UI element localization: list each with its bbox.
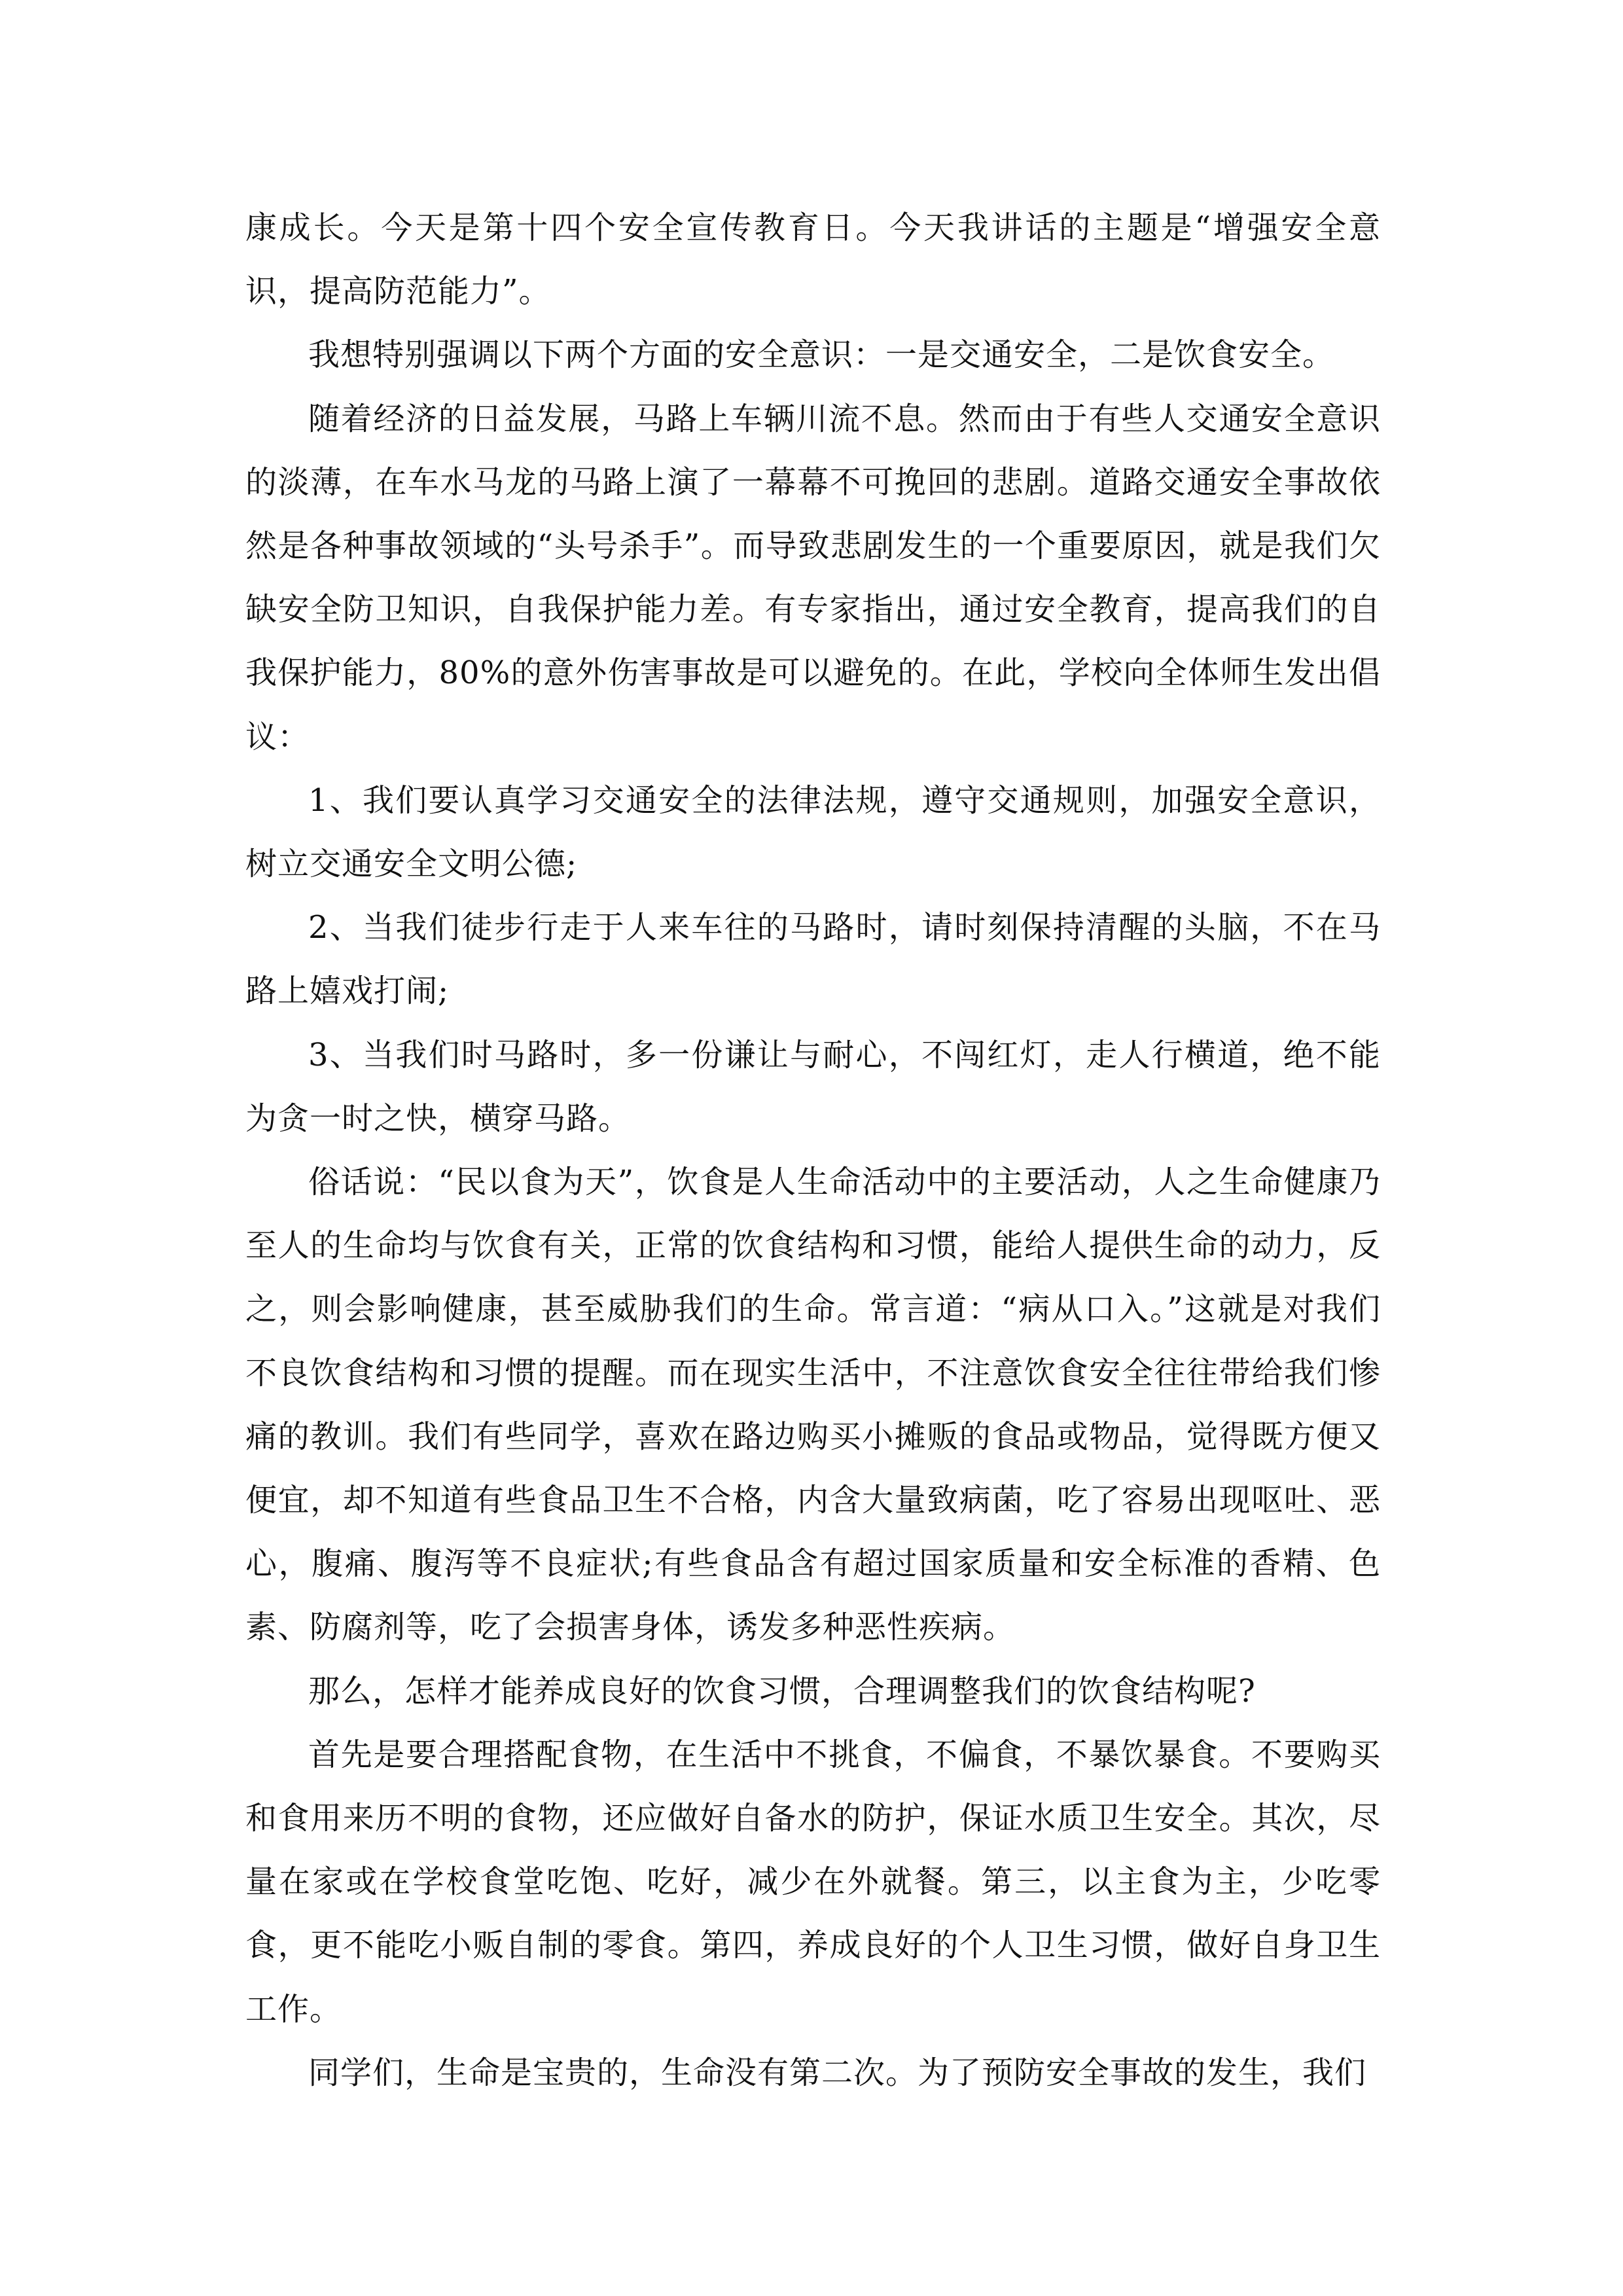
paragraph-9: 首先是要合理搭配食物，在生活中不挑食，不偏食，不暴饮暴食。不要购买和食用来历不明的食物，还应做好自备水的防护，保证水质卫生安全。其次，尽量在家或在学校食堂吃饱、吃好，减少在外就餐。第三，以主食为主，少吃零食，更不能吃小贩自制的零食。第四，养成良好的个人卫生习惯，做好自身卫生工作。 [245, 1736, 1381, 2028]
paragraph-6: 3、当我们时马路时，多一份谦让与耐心，不闯红灯，走人行横道，绝不能为贪一时之快，横穿马路。 [245, 1036, 1381, 1137]
paragraph-5: 2、当我们徒步行走于人来车往的马路时，请时刻保持清醒的头脑，不在马路上嬉戏打闹; [245, 909, 1381, 1010]
paragraph-4: 1、我们要认真学习交通安全的法律法规，遵守交通规则，加强安全意识，树立交通安全文明公德; [245, 781, 1381, 883]
paragraph-10: 同学们，生命是宝贵的，生命没有第二次。为了预防安全事故的发生，我们 [308, 2054, 1367, 2091]
paragraph-8: 那么，怎样才能养成良好的饮食习惯，合理调整我们的饮食结构呢? [308, 1672, 1256, 1710]
paragraph-2: 我想特别强调以下两个方面的安全意识：一是交通安全，二是饮食安全。 [308, 336, 1335, 374]
paragraph-3: 随着经济的日益发展，马路上车辆川流不息。然而由于有些人交通安全意识的淡薄，在车水马龙的马路上演了一幕幕不可挽回的悲剧。道路交通安全事故依然是各种事故领域的“头号杀手”。而导致悲剧发生的一个重要原因，就是我们欠缺安全防卫知识，自我保护能力差。有专家指出，通过安全教育，提高我们的自我保护能力，80%的意外伤害事故是可以避免的。在此，学校向全体师生发出倡议： [245, 400, 1381, 755]
paragraph-7: 俗话说：“民以食为天”，饮食是人生命活动中的主要活动，人之生命健康乃至人的生命均与饮食有关，正常的饮食结构和习惯，能给人提供生命的动力，反之，则会影响健康，甚至威胁我们的生命。常言道：“病从口入。”这就是对我们不良饮食结构和习惯的提醒。而在现实生活中，不注意饮食安全往往带给我们惨痛的教训。我们有些同学，喜欢在路边购买小摊贩的食品或物品，觉得既方便又便宜，却不知道有些食品卫生不合格，内含大量致病菌，吃了容易出现呕吐、恶心，腹痛、腹泻等不良症状;有些食品含有超过国家质量和安全标准的香精、色素、防腐剂等，吃了会损害身体，诱发多种恶性疾病。 [245, 1164, 1381, 1646]
document-body [245, 196, 1381, 2105]
paragraph-1: 康成长。今天是第十四个安全宣传教育日。今天我讲话的主题是“增强安全意识，提高防范能力”。 [245, 209, 1381, 310]
